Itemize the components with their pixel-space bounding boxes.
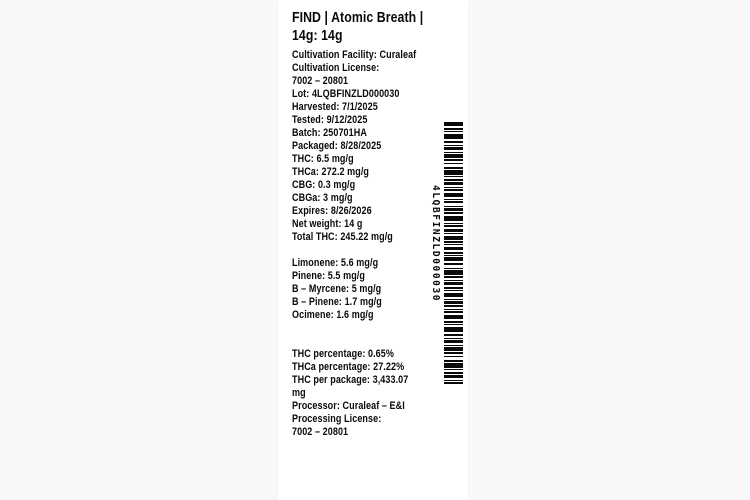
label-line: mg	[292, 387, 306, 399]
label-line: THC: 6.5 mg/g	[292, 153, 354, 165]
barcode-value-text: 4LQBFINZLD000030	[430, 185, 441, 303]
label-line: THC per package: 3,433.07	[292, 374, 409, 386]
label-line: 7002 – 20801	[292, 426, 349, 438]
label-line: Expires: 8/26/2026	[292, 205, 372, 217]
label-line: B – Myrcene: 5 mg/g	[292, 283, 382, 295]
label-line: B – Pinene: 1.7 mg/g	[292, 296, 382, 308]
label-line: THC percentage: 0.65%	[292, 348, 394, 360]
label-line: Cultivation License:	[292, 62, 380, 74]
label-line: Lot: 4LQBFINZLD000030	[292, 88, 400, 100]
label-title-line-1: FIND | Atomic Breath |	[292, 9, 424, 26]
label-line: Harvested: 7/1/2025	[292, 101, 378, 113]
label-line: Ocimene: 1.6 mg/g	[292, 309, 374, 321]
label-title-line-2: 14g: 14g	[292, 27, 343, 44]
product-label	[278, 0, 468, 500]
label-line: Pinene: 5.5 mg/g	[292, 270, 365, 282]
barcode-icon	[444, 122, 463, 385]
label-line: THCa percentage: 27.22%	[292, 361, 405, 373]
label-line: Net weight: 14 g	[292, 218, 363, 230]
label-line: Processor: Curaleaf – E&I	[292, 400, 405, 412]
section-terpenes	[292, 257, 468, 322]
label-line: Total THC: 245.22 mg/g	[292, 231, 393, 243]
section-product-details	[292, 49, 468, 244]
label-line: THCa: 272.2 mg/g	[292, 166, 370, 178]
label-line: Packaged: 8/28/2025	[292, 140, 382, 152]
label-line: Tested: 9/12/2025	[292, 114, 368, 126]
section-potency-processor	[292, 348, 468, 439]
label-line: Processing License:	[292, 413, 382, 425]
label-line: Limonene: 5.6 mg/g	[292, 257, 379, 269]
label-line: Batch: 250701HA	[292, 127, 367, 139]
label-line: CBG: 0.3 mg/g	[292, 179, 356, 191]
label-line: 7002 – 20801	[292, 75, 349, 87]
label-line: Cultivation Facility: Curaleaf	[292, 49, 417, 61]
label-content	[292, 9, 468, 439]
label-line: CBGa: 3 mg/g	[292, 192, 353, 204]
